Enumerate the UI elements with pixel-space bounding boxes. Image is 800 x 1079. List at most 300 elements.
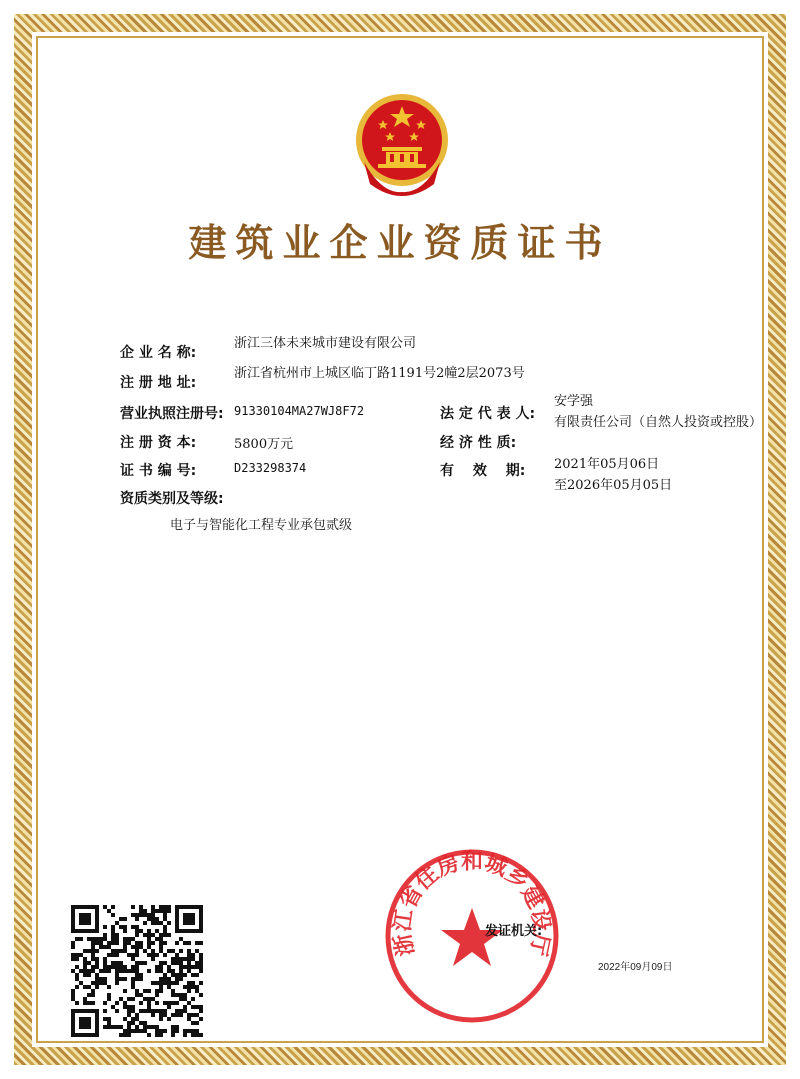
qr-module	[171, 1033, 175, 1037]
qr-module	[199, 993, 203, 997]
qr-module	[147, 937, 151, 941]
qr-module	[131, 937, 135, 941]
qr-module	[71, 953, 75, 957]
qr-module	[83, 965, 87, 969]
qr-module	[199, 929, 203, 933]
qr-module	[159, 1013, 163, 1017]
qr-module	[87, 937, 91, 941]
qr-module	[131, 1017, 135, 1021]
qr-module	[147, 913, 151, 917]
qr-module	[187, 913, 191, 917]
company-name-label: 企 业 名 称:	[120, 345, 197, 361]
qr-module	[183, 965, 187, 969]
qr-module	[95, 981, 99, 985]
issue-date: 2022年09月09日	[598, 962, 673, 973]
qr-module	[187, 949, 191, 953]
qr-module	[135, 925, 139, 929]
qr-module	[119, 925, 123, 929]
qr-module	[87, 1021, 91, 1025]
qr-module	[71, 993, 75, 997]
qr-module	[139, 993, 143, 997]
qr-module	[103, 957, 107, 961]
qr-module	[79, 921, 83, 925]
qr-module	[107, 953, 111, 957]
qr-module	[191, 957, 195, 961]
qr-module	[95, 973, 99, 977]
qr-module	[115, 981, 119, 985]
qr-module	[119, 949, 123, 953]
qr-module	[107, 993, 111, 997]
qr-module	[107, 969, 111, 973]
qr-module	[123, 925, 127, 929]
qr-module	[143, 997, 147, 1001]
qr-module	[195, 985, 199, 989]
qr-module	[151, 997, 155, 1001]
qr-module	[139, 1021, 143, 1025]
qr-module	[115, 965, 119, 969]
qr-module	[155, 909, 159, 913]
qr-module	[87, 949, 91, 953]
qr-module	[187, 917, 191, 921]
qr-module	[79, 1009, 83, 1013]
qr-module	[87, 1033, 91, 1037]
qr-module	[175, 909, 179, 913]
qr-module	[171, 1013, 175, 1017]
qr-module	[191, 1005, 195, 1009]
qr-module	[151, 913, 155, 917]
qr-module	[191, 981, 195, 985]
qr-module	[163, 933, 167, 937]
qr-module	[83, 957, 87, 961]
qr-module	[87, 1017, 91, 1021]
qr-module	[159, 941, 163, 945]
qr-module	[191, 1021, 195, 1025]
qr-module	[83, 1033, 87, 1037]
qr-module	[115, 961, 119, 965]
qr-module	[119, 1025, 123, 1029]
qr-module	[135, 993, 139, 997]
qr-module	[191, 1029, 195, 1033]
qr-module	[127, 937, 131, 941]
qr-module	[75, 1009, 79, 1013]
qr-module	[151, 933, 155, 937]
qr-module	[179, 993, 183, 997]
qr-module	[175, 925, 179, 929]
qr-module	[91, 929, 95, 933]
qr-module	[75, 1001, 79, 1005]
qr-module	[151, 1009, 155, 1013]
qr-module	[119, 977, 123, 981]
qr-module	[71, 1017, 75, 1021]
qr-module	[115, 977, 119, 981]
qr-module	[179, 929, 183, 933]
qr-module	[195, 1013, 199, 1017]
qr-module	[103, 965, 107, 969]
qr-module	[195, 1021, 199, 1025]
qr-module	[91, 945, 95, 949]
qr-module	[127, 941, 131, 945]
qr-module	[115, 953, 119, 957]
qr-module	[167, 985, 171, 989]
qr-module	[83, 961, 87, 965]
qr-module	[175, 913, 179, 917]
qr-module	[179, 965, 183, 969]
qr-module	[127, 1021, 131, 1025]
qr-module	[75, 973, 79, 977]
qr-module	[83, 985, 87, 989]
qr-module	[163, 905, 167, 909]
qr-module	[115, 969, 119, 973]
qr-module	[103, 977, 107, 981]
qr-module	[183, 993, 187, 997]
qr-module	[119, 997, 123, 1001]
qr-module	[115, 973, 119, 977]
qr-module	[191, 929, 195, 933]
qr-module	[131, 1021, 135, 1025]
qr-module	[155, 1025, 159, 1029]
qr-module	[163, 1009, 167, 1013]
qr-module	[71, 941, 75, 945]
qr-module	[95, 1025, 99, 1029]
qr-module	[175, 993, 179, 997]
qr-module	[147, 1025, 151, 1029]
qr-module	[135, 1013, 139, 1017]
qr-module	[71, 913, 75, 917]
qr-module	[71, 1029, 75, 1033]
qr-module	[95, 961, 99, 965]
qr-module	[111, 1025, 115, 1029]
qr-module	[95, 1033, 99, 1037]
qr-module	[123, 989, 127, 993]
qr-module	[191, 1033, 195, 1037]
qr-module	[79, 1033, 83, 1037]
qr-module	[183, 997, 187, 1001]
qr-module	[159, 909, 163, 913]
qr-module	[151, 1025, 155, 1029]
qr-module	[95, 905, 99, 909]
qr-module	[131, 1009, 135, 1013]
qr-module	[155, 937, 159, 941]
qr-module	[91, 949, 95, 953]
qualification-label: 资质类别及等级:	[120, 491, 224, 507]
qr-module	[115, 1001, 119, 1005]
qr-module	[95, 925, 99, 929]
qr-module	[171, 949, 175, 953]
qr-module	[127, 1013, 131, 1017]
qr-module	[135, 941, 139, 945]
qr-module	[103, 1009, 107, 1013]
qr-module	[175, 941, 179, 945]
qr-module	[131, 965, 135, 969]
qr-module	[187, 965, 191, 969]
qr-module	[167, 981, 171, 985]
qr-module	[123, 1033, 127, 1037]
qr-module	[171, 961, 175, 965]
qr-module	[187, 969, 191, 973]
qr-module	[171, 981, 175, 985]
qr-module	[175, 929, 179, 933]
qr-module	[123, 949, 127, 953]
qr-module	[75, 965, 79, 969]
qr-module	[139, 961, 143, 965]
qr-module	[99, 941, 103, 945]
qr-module	[175, 1013, 179, 1017]
qr-module	[179, 973, 183, 977]
qr-module	[115, 949, 119, 953]
qr-module	[183, 921, 187, 925]
qr-module	[179, 969, 183, 973]
address-value: 浙江省杭州市上城区临丁路1191号2幢2层2073号	[234, 366, 525, 381]
qr-module	[95, 965, 99, 969]
legal-rep-value: 安学强	[554, 394, 594, 409]
qr-module	[191, 997, 195, 1001]
qr-module	[163, 977, 167, 981]
qr-module	[163, 929, 167, 933]
qr-module	[147, 969, 151, 973]
qr-module	[183, 941, 187, 945]
qr-module	[95, 977, 99, 981]
qr-module	[183, 1029, 187, 1033]
qr-module	[79, 929, 83, 933]
qr-module	[183, 917, 187, 921]
qr-module	[175, 1001, 179, 1005]
qr-module	[71, 945, 75, 949]
qr-module	[147, 1009, 151, 1013]
qr-module	[195, 989, 199, 993]
qr-module	[135, 945, 139, 949]
qr-module	[139, 905, 143, 909]
qr-module	[99, 969, 103, 973]
qr-module	[111, 949, 115, 953]
qr-module	[179, 1009, 183, 1013]
qr-module	[107, 985, 111, 989]
qr-module	[103, 961, 107, 965]
qr-module	[135, 973, 139, 977]
qr-module	[123, 929, 127, 933]
cert-no-value: D233298374	[234, 461, 307, 475]
qr-module	[183, 1009, 187, 1013]
qr-module	[127, 1029, 131, 1033]
qr-module	[187, 929, 191, 933]
qr-module	[75, 957, 79, 961]
qr-module	[83, 1021, 87, 1025]
qr-module	[199, 981, 203, 985]
qr-module	[95, 917, 99, 921]
qr-module	[167, 921, 171, 925]
qr-module	[111, 1005, 115, 1009]
qr-module	[183, 1033, 187, 1037]
qr-module	[191, 913, 195, 917]
qr-module	[179, 949, 183, 953]
qr-module	[171, 969, 175, 973]
qr-module	[115, 1025, 119, 1029]
certificate-title: 建筑业企业资质证书	[188, 220, 612, 265]
qr-module	[71, 1025, 75, 1029]
qr-module	[199, 969, 203, 973]
qr-module	[155, 981, 159, 985]
qr-module	[139, 1029, 143, 1033]
qr-module	[99, 981, 103, 985]
qr-module	[87, 961, 91, 965]
qr-module	[91, 1009, 95, 1013]
qr-module	[83, 913, 87, 917]
qr-module	[123, 941, 127, 945]
qr-module	[95, 1017, 99, 1021]
qr-module	[75, 1033, 79, 1037]
qr-module	[111, 933, 115, 937]
qr-module	[123, 977, 127, 981]
qr-module	[131, 957, 135, 961]
qr-module	[119, 965, 123, 969]
qr-module	[87, 973, 91, 977]
qr-module	[163, 1001, 167, 1005]
qr-module	[147, 997, 151, 1001]
qr-module	[123, 945, 127, 949]
qr-module	[167, 905, 171, 909]
qr-module	[75, 937, 79, 941]
qr-module	[103, 937, 107, 941]
qr-module	[191, 985, 195, 989]
qr-module	[127, 997, 131, 1001]
qr-module	[107, 941, 111, 945]
qr-module	[143, 909, 147, 913]
qr-module	[183, 957, 187, 961]
qr-module	[75, 929, 79, 933]
qr-module	[183, 913, 187, 917]
qr-module	[147, 989, 151, 993]
qr-module	[167, 1005, 171, 1009]
qr-code-icon	[71, 905, 203, 1037]
qr-module	[131, 997, 135, 1001]
qr-module	[155, 953, 159, 957]
qr-module	[75, 977, 79, 981]
qr-module	[159, 937, 163, 941]
qr-module	[151, 1013, 155, 1017]
qr-module	[151, 917, 155, 921]
qr-module	[187, 1001, 191, 1005]
qr-module	[139, 973, 143, 977]
validity-to: 至2026年05月05日	[554, 478, 673, 493]
qr-module	[111, 925, 115, 929]
qr-module	[131, 913, 135, 917]
qr-module	[171, 989, 175, 993]
econ-type-label: 经 济 性 质:	[440, 435, 517, 451]
qr-module	[139, 909, 143, 913]
qr-module	[195, 961, 199, 965]
qr-module	[99, 945, 103, 949]
qr-module	[179, 1013, 183, 1017]
qr-module	[111, 953, 115, 957]
qr-module	[179, 937, 183, 941]
qr-module	[143, 989, 147, 993]
qr-module	[135, 977, 139, 981]
qr-module	[123, 1017, 127, 1021]
qr-module	[91, 965, 95, 969]
qr-module	[95, 949, 99, 953]
qr-module	[195, 1033, 199, 1037]
address-label: 注 册 地 址:	[120, 375, 197, 391]
qr-module	[151, 921, 155, 925]
qr-module	[171, 1029, 175, 1033]
license-no-label: 营业执照注册号:	[120, 406, 224, 422]
qr-module	[111, 965, 115, 969]
qr-module	[199, 909, 203, 913]
qr-module	[183, 985, 187, 989]
qr-module	[135, 949, 139, 953]
qr-module	[135, 913, 139, 917]
qr-module	[191, 917, 195, 921]
qr-module	[135, 929, 139, 933]
qr-module	[143, 949, 147, 953]
qr-module	[123, 1029, 127, 1033]
qr-module	[83, 969, 87, 973]
qr-module	[159, 1009, 163, 1013]
qr-module	[103, 981, 107, 985]
qr-module	[159, 949, 163, 953]
qr-module	[95, 913, 99, 917]
qr-module	[143, 1021, 147, 1025]
qr-module	[191, 921, 195, 925]
qr-module	[91, 937, 95, 941]
qr-module	[83, 1009, 87, 1013]
qr-module	[91, 993, 95, 997]
qr-module	[131, 977, 135, 981]
qr-module	[159, 905, 163, 909]
qr-module	[111, 961, 115, 965]
qr-module	[95, 1021, 99, 1025]
qr-module	[71, 1009, 75, 1013]
qr-module	[167, 1001, 171, 1005]
qr-module	[79, 913, 83, 917]
qr-module	[143, 933, 147, 937]
qr-module	[87, 917, 91, 921]
qr-module	[171, 1001, 175, 1005]
qr-module	[103, 1025, 107, 1029]
qr-module	[183, 1005, 187, 1009]
qr-module	[111, 941, 115, 945]
qr-module	[131, 981, 135, 985]
qr-module	[95, 941, 99, 945]
qr-module	[103, 933, 107, 937]
qr-module	[127, 1025, 131, 1029]
qr-module	[123, 1005, 127, 1009]
issuer-label: 发证机关:	[485, 924, 543, 939]
qr-module	[71, 921, 75, 925]
qr-module	[175, 961, 179, 965]
legal-rep-label: 法 定 代 表 人:	[440, 406, 536, 422]
qr-module	[83, 1025, 87, 1029]
qr-module	[87, 1001, 91, 1005]
qr-module	[135, 969, 139, 973]
national-emblem-icon	[352, 92, 452, 196]
qr-module	[163, 1029, 167, 1033]
qr-module	[199, 1033, 203, 1037]
qr-module	[179, 905, 183, 909]
qr-module	[79, 969, 83, 973]
qr-module	[79, 1025, 83, 1029]
qr-module	[199, 961, 203, 965]
qr-module	[167, 909, 171, 913]
qr-module	[195, 1005, 199, 1009]
qr-module	[127, 1033, 131, 1037]
qr-module	[155, 1033, 159, 1037]
qr-module	[95, 937, 99, 941]
qr-module	[83, 997, 87, 1001]
qr-module	[119, 961, 123, 965]
qr-module	[71, 989, 75, 993]
qr-module	[155, 1001, 159, 1005]
qr-module	[131, 1029, 135, 1033]
